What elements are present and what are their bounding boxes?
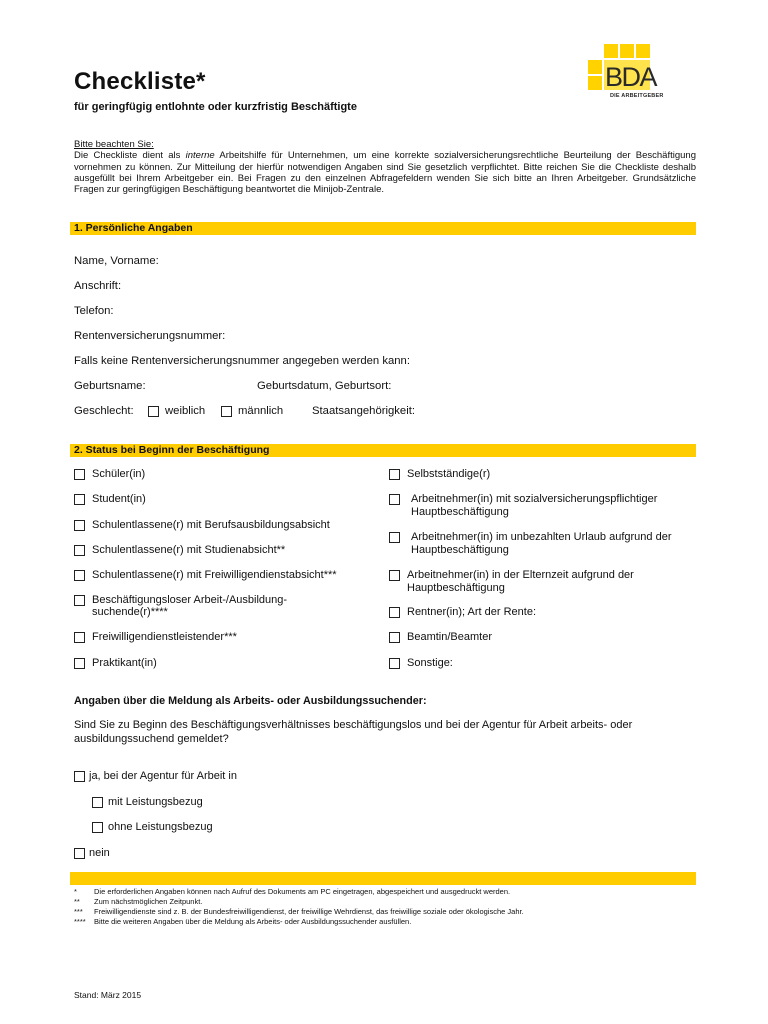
notice-text-em: interne xyxy=(185,150,215,162)
status-label: suchende(r)**** xyxy=(92,606,168,618)
address-field-label: Anschrift: xyxy=(74,280,122,292)
status-checkbox-beschaeftigungslos[interactable] xyxy=(74,595,85,606)
status-label: Hauptbeschäftigung xyxy=(407,582,505,594)
without-benefits-label: ohne Leistungsbezug xyxy=(108,821,213,833)
status-label: Rentner(in); Art der Rente: xyxy=(407,606,537,618)
status-label: Beschäftigungsloser Arbeit-/Ausbildung- xyxy=(92,594,288,606)
logo-square xyxy=(620,44,634,58)
status-checkbox-rentner[interactable] xyxy=(389,607,400,618)
status-label: Praktikant(in) xyxy=(92,657,157,669)
logo-square xyxy=(604,44,618,58)
female-checkbox[interactable] xyxy=(148,406,159,417)
registration-question-line1: Sind Sie zu Beginn des Beschäftigungsverhältnisses beschäftigungslos und bei der Agentur für Arbeit arbeits- oder xyxy=(74,719,633,731)
bda-logo xyxy=(584,44,674,104)
name-field-label: Name, Vorname: xyxy=(74,255,159,267)
status-label: Sonstige: xyxy=(407,657,453,669)
status-checkbox-freiwilligendienstabsicht[interactable] xyxy=(74,570,85,581)
status-checkbox-student[interactable] xyxy=(74,494,85,505)
notice-heading: Bitte beachten Sie: xyxy=(74,139,154,150)
logo-square xyxy=(588,76,602,90)
status-label: Arbeitnehmer(in) im unbezahlten Urlaub aufgrund der xyxy=(411,531,672,543)
logo-text: BDA xyxy=(605,62,657,92)
birth-name-label: Geburtsname: xyxy=(74,380,146,392)
status-label: Arbeitnehmer(in) mit sozialversicherungspflichtiger xyxy=(411,493,658,505)
page-title: Checkliste* xyxy=(74,68,206,95)
status-label: Student(in) xyxy=(92,493,146,505)
status-label: Schulentlassene(r) mit Studienabsicht** xyxy=(92,544,286,556)
with-benefits-label: mit Leistungsbezug xyxy=(108,796,203,808)
status-checkbox-beamter[interactable] xyxy=(389,632,400,643)
pension-number-label: Rentenversicherungsnummer: xyxy=(74,330,226,342)
logo-square xyxy=(588,60,602,74)
female-label: weiblich xyxy=(165,405,206,417)
status-label: Schüler(in) xyxy=(92,468,146,480)
status-label: Hauptbeschäftigung xyxy=(411,544,509,556)
footnote xyxy=(74,887,634,897)
phone-field-label: Telefon: xyxy=(74,305,114,317)
with-benefits-checkbox[interactable] xyxy=(92,797,103,808)
status-checkbox-unbezahlter-urlaub[interactable] xyxy=(389,532,400,543)
footnote-mark: **** xyxy=(74,917,86,926)
footnote-mark: *** xyxy=(74,907,83,916)
footnote xyxy=(74,897,634,907)
status-label: Arbeitnehmer(in) in der Elternzeit aufgrund der xyxy=(407,569,634,581)
without-benefits-checkbox[interactable] xyxy=(92,822,103,833)
logo-subtext: DIE ARBEITGEBER xyxy=(610,93,664,99)
notice-text-pre: Die Checkliste dient als xyxy=(74,150,186,162)
registered-no-label: nein xyxy=(89,847,110,859)
footnote xyxy=(74,917,634,927)
registration-heading: Angaben über die Meldung als Arbeits- oder Ausbildungssuchender: xyxy=(74,695,427,707)
status-label: Selbstständige(r) xyxy=(407,468,491,480)
section-header-status xyxy=(70,444,696,457)
footnote-text: Zum nächstmöglichen Zeitpunkt. xyxy=(94,897,203,906)
status-label: Schulentlassene(r) mit Freiwilligendienstabsicht*** xyxy=(92,569,337,581)
status-checkbox-praktikant[interactable] xyxy=(74,658,85,669)
notice-block xyxy=(74,139,696,195)
registration-question-line2: ausbildungssuchend gemeldet? xyxy=(74,733,229,745)
registered-no-checkbox[interactable] xyxy=(74,848,85,859)
footnote-text: Bitte die weiteren Angaben über die Meldung als Arbeits- oder Ausbildungssuchender ausfüllen. xyxy=(94,917,412,926)
section-title: 2. Status bei Beginn der Beschäftigung xyxy=(74,444,270,456)
footnote-mark: * xyxy=(74,887,77,896)
status-checkbox-selbststaendig[interactable] xyxy=(389,469,400,480)
status-label: Schulentlassene(r) mit Berufsausbildungsabsicht xyxy=(92,519,330,531)
status-checkbox-freiwilligendienstleistender[interactable] xyxy=(74,632,85,643)
status-checkbox-berufsausbildung[interactable] xyxy=(74,520,85,531)
footnote-mark: ** xyxy=(74,897,80,906)
nationality-label: Staatsangehörigkeit: xyxy=(312,405,415,417)
section-header-personal xyxy=(70,222,696,235)
status-checkbox-schueler[interactable] xyxy=(74,469,85,480)
status-label: Freiwilligendienstleistender*** xyxy=(92,631,237,643)
footnote-text: Die erforderlichen Angaben können nach Aufruf des Dokuments am PC eingetragen, abgespeichert und ausgedruckt werden. xyxy=(94,887,511,896)
no-pension-number-label: Falls keine Rentenversicherungsnummer angegeben werden kann: xyxy=(74,355,410,367)
version-date: Stand: März 2015 xyxy=(74,990,142,1000)
status-checkbox-studienabsicht[interactable] xyxy=(74,545,85,556)
logo-square xyxy=(636,44,650,58)
registered-yes-label: ja, bei der Agentur für Arbeit in xyxy=(89,770,237,782)
footer-divider-bar xyxy=(70,872,696,885)
status-checkbox-elternzeit[interactable] xyxy=(389,570,400,581)
footnote xyxy=(74,907,634,917)
gender-label: Geschlecht: xyxy=(74,405,134,417)
status-checkbox-arbeitnehmer-sv[interactable] xyxy=(389,494,400,505)
status-label: Beamtin/Beamter xyxy=(407,631,492,643)
birth-date-place-label: Geburtsdatum, Geburtsort: xyxy=(257,380,392,392)
section-title: 1. Persönliche Angaben xyxy=(74,222,193,234)
male-checkbox[interactable] xyxy=(221,406,232,417)
notice-text-post: Arbeitshilfe für Unternehmen, um eine korrekte sozialversicherungsrechtliche Beurteilung der Beschäftigung vornehmen zu können. Zur Mitteilung der hierfür notwendigen Angaben sind Sie gesetzlich verpflichtet. Bitte reichen Sie die Checkliste deshalb ausgefüllt bei Ihrem Arbeitgeber ein. Bei Fragen zu den einzelnen Abfragefeldern wenden Sie sich bitte an Ihren Arbeitgeber. Grundsätzliche Fragen zur geringfügigen Beschäftigung beantwortet die Minijob-Zentrale. xyxy=(74,150,696,196)
footnote-text: Freiwilligendienste sind z. B. der Bundesfreiwilligendienst, der freiwillige Wehrdienst, das freiwillige soziale oder ökologische Jahr. xyxy=(94,907,524,916)
status-checkbox-sonstige[interactable] xyxy=(389,658,400,669)
page-subtitle: für geringfügig entlohnte oder kurzfristig Beschäftigte xyxy=(74,101,357,113)
registered-yes-checkbox[interactable] xyxy=(74,771,85,782)
male-label: männlich xyxy=(238,405,284,417)
status-label: Hauptbeschäftigung xyxy=(411,506,509,518)
